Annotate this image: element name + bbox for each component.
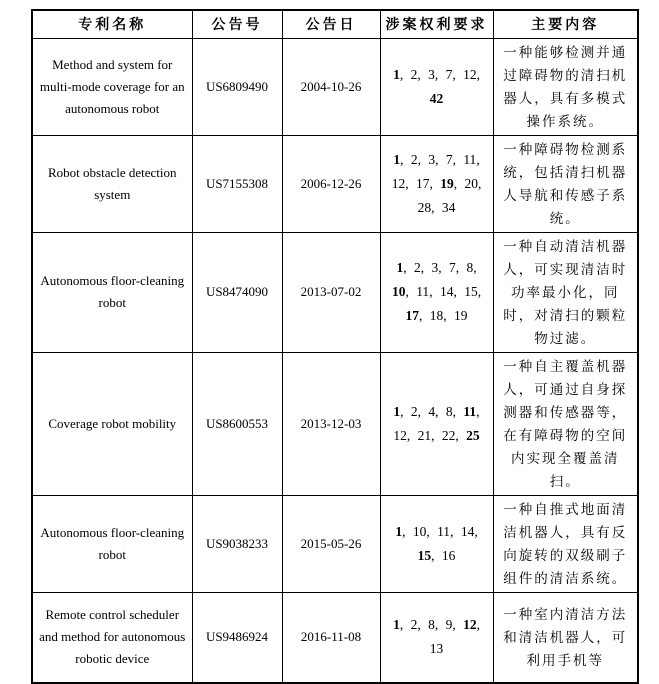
claim-number: 14 [439, 284, 454, 299]
claim-number: 13 [429, 641, 444, 657]
table-row [32, 232, 638, 352]
claim-number: 1 [395, 523, 403, 539]
claim-number: 10 [412, 523, 427, 539]
claim-number: 4 [428, 403, 436, 419]
claim-number: 8 [466, 260, 474, 275]
claim-number: 10 [391, 284, 406, 299]
claim-number: 1 [393, 617, 400, 633]
publication-number-cell: US6809490 [192, 38, 282, 135]
claim-number: 12 [463, 617, 477, 633]
publication-date-cell: 2015-05-26 [282, 495, 380, 592]
publication-number-cell: US9486924 [192, 592, 282, 683]
publication-number-cell: US9038233 [192, 495, 282, 592]
publication-date-cell: 2013-07-02 [282, 232, 380, 352]
publication-date-cell: 2016-11-08 [282, 592, 380, 683]
table-body [32, 38, 638, 683]
header-main-content: 主要内容 [493, 10, 638, 38]
claim-number: 11 [463, 151, 477, 167]
claim-number: 1 [393, 66, 400, 82]
claim-number: 1 [396, 260, 404, 275]
claim-number: 25 [466, 427, 480, 443]
claim-number: 9 [445, 617, 453, 633]
main-content-cell: 一种自推式地面清洁机器人，具有反向旋转的双级刷子组件的清洁系统。 [493, 495, 638, 592]
main-content-cell: 一种自动清洁机器人，可实现清洁时功率最小化，同时，对清扫的颗粒物过滤。 [493, 232, 638, 352]
claim-number: 28 [417, 199, 432, 215]
publication-date-cell: 2013-12-03 [282, 352, 380, 495]
patent-name-cell: Autonomous floor-cleaning robot [32, 495, 192, 592]
claims-cell: 1, 2, 4, 8, 11, 12, 21, 22, 25 [380, 352, 493, 495]
claim-number: 2 [410, 403, 418, 419]
patent-name-cell: Robot obstacle detection system [32, 135, 192, 232]
claim-number: 16 [441, 547, 456, 563]
claim-number: 17 [405, 308, 419, 323]
claim-number: 34 [441, 199, 456, 215]
publication-date-cell: 2004-10-26 [282, 38, 380, 135]
claim-number: 3 [431, 260, 439, 275]
claims-cell: 1, 2, 3, 7, 11, 12, 17, 19, 20, 28, 34 [380, 135, 493, 232]
claims-cell: 1, 10, 11, 14, 15, 16 [380, 495, 493, 592]
header-patent-name: 专利名称 [32, 10, 192, 38]
claim-number: 42 [429, 90, 444, 106]
claim-number: 21 [417, 427, 432, 443]
claim-number: 17 [415, 175, 430, 191]
claim-number: 11 [437, 523, 451, 539]
claim-number: 18 [429, 308, 444, 323]
claim-number: 2 [410, 66, 418, 82]
publication-date-cell: 2006-12-26 [282, 135, 380, 232]
claim-number: 3 [428, 151, 436, 167]
main-content-cell: 一种室内清洁方法和清洁机器人，可利用手机等 [493, 592, 638, 683]
header-publication-number: 公告号 [192, 10, 282, 38]
claim-number: 8 [445, 403, 453, 419]
claim-number: 7 [445, 151, 453, 167]
patent-name-cell: Autonomous floor-cleaning robot [32, 232, 192, 352]
table-row [32, 495, 638, 592]
main-content-cell: 一种障碍物检测系统，包括清扫机器人导航和传感子系统。 [493, 135, 638, 232]
claim-number: 12 [393, 427, 407, 443]
header-row [32, 10, 638, 38]
claim-number: 7 [445, 66, 453, 82]
patent-name-cell: Remote control scheduler and method for autonomous robotic device [32, 592, 192, 683]
table-row [32, 352, 638, 495]
claim-number: 1 [393, 151, 401, 167]
claim-number: 1 [393, 403, 401, 419]
claims-cell: 1, 2, 8, 9, 12, 13 [380, 592, 493, 683]
claim-number: 20 [464, 175, 478, 191]
claim-number: 15 [417, 547, 432, 563]
patent-name-cell: Coverage robot mobility [32, 352, 192, 495]
table-row [32, 38, 638, 135]
table-header [32, 10, 638, 38]
table-row [32, 135, 638, 232]
publication-number-cell: US8474090 [192, 232, 282, 352]
patent-table [31, 9, 639, 684]
claim-number: 3 [428, 66, 435, 82]
claim-number: 8 [428, 617, 435, 633]
claim-number: 7 [448, 260, 456, 275]
claim-number: 2 [410, 151, 418, 167]
claim-number: 12 [391, 175, 406, 191]
claim-number: 2 [410, 617, 418, 633]
table-row [32, 592, 638, 683]
header-claims-involved: 涉案权利要求 [380, 10, 493, 38]
claim-number: 15 [464, 284, 478, 299]
claim-number: 11 [463, 403, 477, 419]
claim-number: 14 [460, 523, 475, 539]
main-content-cell: 一种自主覆盖机器人，可通过自身探测器和传感器等，在有障碍物的空间内实现全覆盖清扫。 [493, 352, 638, 495]
claims-cell: 1, 2, 3, 7, 12, 42 [380, 38, 493, 135]
claim-number: 11 [416, 284, 430, 299]
claim-number: 2 [413, 260, 421, 275]
claim-number: 12 [463, 66, 477, 82]
header-publication-date: 公告日 [282, 10, 380, 38]
claim-number: 19 [440, 175, 454, 191]
main-content-cell: 一种能够检测并通过障碍物的清扫机器人，具有多模式操作系统。 [493, 38, 638, 135]
patent-name-cell: Method and system for multi-mode coverage for an autonomous robot [32, 38, 192, 135]
claim-number: 19 [454, 308, 468, 323]
publication-number-cell: US7155308 [192, 135, 282, 232]
claims-cell: 1, 2, 3, 7, 8, 10, 11, 14, 15, 17, 18, 19 [380, 232, 493, 352]
publication-number-cell: US8600553 [192, 352, 282, 495]
claim-number: 22 [441, 427, 456, 443]
